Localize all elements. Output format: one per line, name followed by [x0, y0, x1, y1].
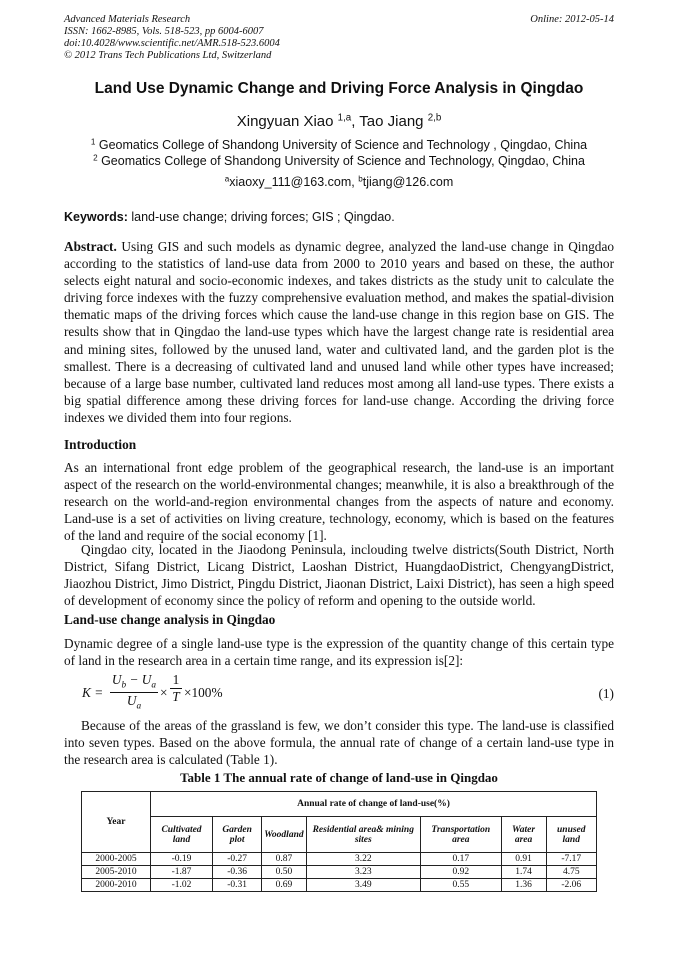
table-cell: 1.74 [501, 866, 546, 879]
table-cell: 3.23 [306, 866, 420, 879]
formula-1 [82, 672, 614, 716]
table-row [82, 853, 597, 866]
table-cell: 3.49 [306, 879, 420, 892]
intro-paragraph-2: Qingdao city, located in the Jiaodong Peninsula, inclouding twelve districts(South District, North District, Sifang District, Licang District, Laoshan District, HuangdaoDistrict, ChengyangDistrict, Jiaozhou District, Jimo District, Pingdu District, Jiaonan District, Laixi District), has seen a high speed of development of economy since the policy of reform and opening to the outside world. [64, 542, 614, 609]
journal-header [64, 14, 614, 62]
table-cell: 2000-2010 [82, 879, 151, 892]
table-cell: 4.75 [546, 866, 596, 879]
section-paragraph-1: Dynamic degree of a single land-use type is the expression of the quantity change of this certain type of land in the research area in a certain time range, and its expression is[2]: [64, 636, 614, 669]
journal-name: Advanced Materials Research [64, 14, 191, 25]
doi-line: doi:10.4028/www.scientific.net/AMR.518-523.6004 [64, 38, 280, 49]
col-woodland: Woodland [262, 817, 306, 853]
formula-num-u: U [111, 672, 122, 687]
issn-line: ISSN: 1662-8985, Vols. 518-523, pp 6004-6007 [64, 26, 264, 37]
col-cultivated: Cultivated land [151, 817, 213, 853]
table-cell: 0.55 [420, 879, 501, 892]
table-row [82, 866, 597, 879]
keywords-text: land-use change; driving forces; GIS ; Qingdao. [127, 210, 395, 224]
table-cell: -2.06 [546, 879, 596, 892]
formula-den-sub-a: a [136, 701, 142, 712]
intro-paragraph-1: As an international front edge problem of the geographical research, the land-use is an important aspect of the research on the world-environmental changes; meanwhile, it is also a breakthrough of the research on the world-and-region environmental changes from the aspects of nature and economy. Land-use is a set of activities on living creature, technology, economy, which is based on the features of the land and require of the social economy [1]. [64, 460, 614, 544]
table-cell: 0.69 [262, 879, 306, 892]
abstract-label: Abstract. [64, 239, 117, 254]
table-cell: -1.02 [151, 879, 213, 892]
abstract [64, 238, 614, 426]
formula-lhs: K = [82, 685, 104, 700]
col-water: Water area [501, 817, 546, 853]
author-2: Tao Jiang [359, 113, 424, 130]
affiliation-1 [0, 138, 678, 152]
online-date: Online: 2012-05-14 [530, 14, 614, 25]
table-cell: 0.87 [262, 853, 306, 866]
land-use-table [81, 791, 597, 892]
table-cell: 2000-2005 [82, 853, 151, 866]
year-header: Year [82, 792, 151, 853]
table-caption: Table 1 The annual rate of change of land-use in Qingdao [180, 770, 498, 785]
table-cell: -0.27 [213, 853, 262, 866]
equation-number: (1) [598, 686, 614, 701]
section-heading-landuse: Land-use change analysis in Qingdao [64, 612, 276, 627]
col-transportation: Transportation area [420, 817, 501, 853]
table-cell: 1.36 [501, 879, 546, 892]
formula-times-1: × [160, 685, 168, 700]
email-1-sup: a [224, 174, 230, 184]
table-cell: -0.31 [213, 879, 262, 892]
abstract-text: Using GIS and such models as dynamic degree, analyzed the land-use change in Qingdao according to the statistics of land-use data from 2000 to 2010 years and based on these, the author selects eight natural and socio-economic indexes, and takes districts as the study unit to calculate the driving force indexes with the fuzzy comprehensive evaluation method, and makes the spatial-division thematic maps of the driving forces which cause the land-use change in this region base on GIS. The results show that in Qingdao the land-use types which have the largest change rate is residential area and mining sites, followed by the unused land, water and cultivated land, and the garden plot is the smallest. There is a decreasing of cultivated land and unused land while other types have increased; because of a large base number, cultivated land reduces most among all land-use types. There exists a big spatial difference among these driving forces for land-use change. According the driving force indexes we divided them into four regions. [64, 239, 614, 425]
introduction-heading: Introduction [64, 437, 137, 452]
email-2-sup: b [358, 174, 363, 184]
keywords-label: Keywords: [64, 210, 128, 224]
table-cell: 0.92 [420, 866, 501, 879]
author-2-sup: 2,b [427, 112, 442, 124]
table-cell: 0.91 [501, 853, 546, 866]
affiliation-2 [0, 154, 678, 168]
formula-numerator [110, 672, 158, 693]
formula-fraction-1 [110, 672, 158, 711]
affiliation-1-text: Geomatics College of Shandong University of Science and Technology , Qingdao, China [98, 138, 588, 152]
formula-num-minus-u: − U [126, 672, 152, 687]
col-garden: Garden plot [213, 817, 262, 853]
formula-one: 1 [170, 672, 182, 689]
col-unused: unused land [546, 817, 596, 853]
author-line [0, 113, 678, 130]
affiliation-1-num: 1 [90, 137, 96, 147]
author-separator: , [351, 113, 360, 130]
copyright-line: © 2012 Trans Tech Publications Ltd, Switzerland [64, 50, 272, 61]
formula-fraction-2 [170, 672, 182, 705]
emails [0, 175, 678, 189]
table-row [82, 879, 597, 892]
table-cell: -0.36 [213, 866, 262, 879]
col-residential: Residential area& mining sites [306, 817, 420, 853]
table-cell: -0.19 [151, 853, 213, 866]
formula-tail: ×100% [184, 685, 223, 700]
formula-t: T [172, 689, 180, 704]
author-1: Xingyuan Xiao [236, 113, 334, 130]
author-1-sup: 1,a [337, 112, 352, 124]
table-cell: -1.87 [151, 866, 213, 879]
paper-title: Land Use Dynamic Change and Driving Force Analysis in Qingdao [94, 80, 584, 97]
formula-num-sub-a: a [151, 680, 157, 691]
affiliation-2-text: Geomatics College of Shandong University of Science and Technology, Qingdao, China [101, 154, 585, 168]
section-paragraph-2: Because of the areas of the grassland is few, we don’t consider this type. The land-use is classified into seven types. Based on the above formula, the annual rate of change of a certain land-use type in the research area is calculated (Table 1). [64, 718, 614, 768]
keywords [64, 210, 395, 224]
table-cell: -7.17 [546, 853, 596, 866]
email-2[interactable]: tjiang@126.com [362, 175, 454, 189]
affiliation-2-num: 2 [93, 153, 98, 163]
formula-num-sub-b: b [121, 680, 127, 691]
formula-denominator [110, 693, 158, 712]
table-cell: 0.50 [262, 866, 306, 879]
table-cell: 0.17 [420, 853, 501, 866]
table-cell: 2005-2010 [82, 866, 151, 879]
formula-den-u: U [126, 692, 137, 708]
table-cell: 3.22 [306, 853, 420, 866]
group-header: Annual rate of change of land-use(%) [151, 792, 597, 817]
email-1[interactable]: xiaoxy_111@163.com, [229, 175, 359, 189]
